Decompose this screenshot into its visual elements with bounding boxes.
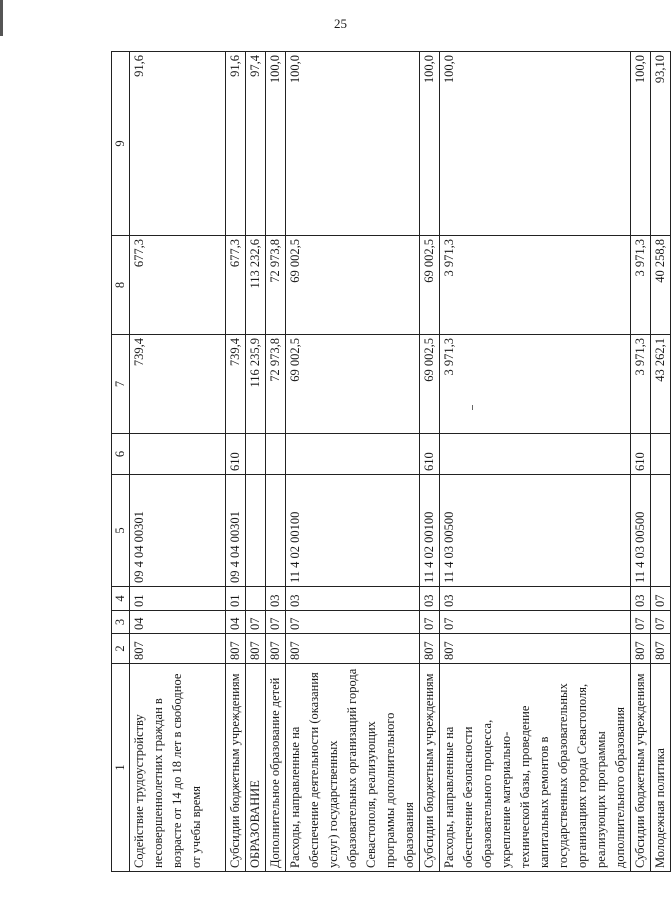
section-code-cell: 04 <box>226 611 246 634</box>
ministry-code-cell: 807 <box>246 634 266 664</box>
expense-type-cell <box>286 434 420 475</box>
expense-type-cell <box>246 434 266 475</box>
planned-amount-cell: 69 002,5 <box>420 335 440 434</box>
planned-amount-cell: 3 971,3 <box>631 335 651 434</box>
rotated-table-content <box>111 52 667 872</box>
row-name-cell: Субсидии бюджетным учреждениям <box>631 664 651 872</box>
table-row <box>420 52 440 872</box>
column-header: 5 <box>112 475 130 587</box>
executed-amount-cell: 72 973,8 <box>266 236 286 335</box>
row-name-cell: Расходы, направленные на обеспечение безопасности образовательного процесса, укрепление материально-технической базы, проведение капитальных ремонтов в государственных образовательных организациях города Севастополя, реализующих программы дополнительного образования <box>440 664 631 872</box>
expense-type-cell <box>266 434 286 475</box>
planned-amount-cell: 739,4 <box>226 335 246 434</box>
subsection-code-cell <box>246 587 266 611</box>
column-header: 9 <box>112 52 130 236</box>
table-row <box>130 52 226 872</box>
table-row <box>651 52 671 872</box>
row-name-cell: Расходы, направленные на обеспечение деятельности (оказания услуг) государственных образовательных организаций города Севастополя, реализующих программы дополнительного образования <box>286 664 420 872</box>
target-article-cell <box>266 475 286 587</box>
planned-amount-cell: 72 973,8 <box>266 335 286 434</box>
expense-type-cell: 610 <box>420 434 440 475</box>
planned-amount-cell: 739,4 <box>130 335 226 434</box>
section-code-cell: 07 <box>631 611 651 634</box>
ministry-code-cell: 807 <box>266 634 286 664</box>
executed-amount-cell: 40 258,8 <box>651 236 671 335</box>
table-row <box>266 52 286 872</box>
target-article-cell: 11 4 02 00100 <box>286 475 420 587</box>
table-row <box>286 52 420 872</box>
percent-cell: 100,0 <box>631 52 651 236</box>
planned-amount-cell: 116 235,9 <box>246 335 266 434</box>
table-row <box>631 52 651 872</box>
target-article-cell: 11 4 02 00100 <box>420 475 440 587</box>
subsection-code-cell: 03 <box>286 587 420 611</box>
percent-cell: 93,10 <box>651 52 671 236</box>
percent-cell: 91,6 <box>226 52 246 236</box>
rotated-table-frame <box>111 52 667 872</box>
ministry-code-cell: 807 <box>286 634 420 664</box>
target-article-cell: 09 4 04 00301 <box>130 475 226 587</box>
ministry-code-cell: 807 <box>420 634 440 664</box>
section-code-cell: 07 <box>266 611 286 634</box>
subsection-code-cell: 07 <box>651 587 671 611</box>
percent-cell: 100,0 <box>420 52 440 236</box>
executed-amount-cell: 3 971,3 <box>440 236 631 335</box>
ministry-code-cell: 807 <box>631 634 651 664</box>
planned-amount-cell: 69 002,5 <box>286 335 420 434</box>
executed-amount-cell: 677,3 <box>130 236 226 335</box>
expense-type-cell: 610 <box>631 434 651 475</box>
subsection-code-cell: 01 <box>130 587 226 611</box>
executed-amount-cell: 3 971,3 <box>631 236 651 335</box>
row-name-cell: Субсидии бюджетным учреждениям <box>420 664 440 872</box>
page-edge-mark <box>0 0 3 36</box>
percent-cell: 100,0 <box>440 52 631 236</box>
percent-cell: 100,0 <box>286 52 420 236</box>
ministry-code-cell: 807 <box>130 634 226 664</box>
row-name-cell: Субсидии бюджетным учреждениям <box>226 664 246 872</box>
column-header: 4 <box>112 587 130 611</box>
column-header: 2 <box>112 634 130 664</box>
percent-cell: 100,0 <box>266 52 286 236</box>
row-name-cell: Содействие трудоустройству несовершеннолетних граждан в возрасте от 14 до 18 лет в свободное от учебы время <box>130 664 226 872</box>
ministry-code-cell: 807 <box>651 634 671 664</box>
expense-type-cell <box>130 434 226 475</box>
column-header: 6 <box>112 434 130 475</box>
section-code-cell: 07 <box>286 611 420 634</box>
subsection-code-cell: 03 <box>420 587 440 611</box>
executed-amount-cell: 113 232,6 <box>246 236 266 335</box>
section-code-cell: 07 <box>246 611 266 634</box>
budget-table <box>111 51 671 872</box>
page-number: 25 <box>334 16 347 31</box>
subsection-code-cell: 03 <box>266 587 286 611</box>
column-header: 3 <box>112 611 130 634</box>
percent-cell: 91,6 <box>130 52 226 236</box>
target-article-cell <box>246 475 266 587</box>
expense-type-cell: 610 <box>226 434 246 475</box>
executed-amount-cell: 677,3 <box>226 236 246 335</box>
column-header: 7 <box>112 335 130 434</box>
target-article-cell: 11 4 03 00500 <box>440 475 631 587</box>
target-article-cell: 11 4 03 00500 <box>631 475 651 587</box>
planned-amount-cell: 43 262,1 <box>651 335 671 434</box>
table-row <box>226 52 246 872</box>
percent-cell: 97,4 <box>246 52 266 236</box>
row-name-cell: Молодежная политика <box>651 664 671 872</box>
executed-amount-cell: 69 002,5 <box>286 236 420 335</box>
column-header-row <box>112 52 130 872</box>
section-code-cell: 07 <box>651 611 671 634</box>
subsection-code-cell: 01 <box>226 587 246 611</box>
target-article-cell: 09 4 04 00301 <box>226 475 246 587</box>
column-header: 1 <box>112 664 130 872</box>
subsection-code-cell: 03 <box>631 587 651 611</box>
section-code-cell: 04 <box>130 611 226 634</box>
row-name-cell: Дополнительное образование детей <box>266 664 286 872</box>
row-name-cell: ОБРАЗОВАНИЕ <box>246 664 266 872</box>
ministry-code-cell: 807 <box>226 634 246 664</box>
ministry-code-cell: 807 <box>440 634 631 664</box>
subsection-code-cell: 03 <box>440 587 631 611</box>
target-article-cell <box>651 475 671 587</box>
section-code-cell: 07 <box>440 611 631 634</box>
planned-amount-cell: 3 971,3 <box>440 335 631 434</box>
executed-amount-cell: 69 002,5 <box>420 236 440 335</box>
section-code-cell: 07 <box>420 611 440 634</box>
expense-type-cell <box>651 434 671 475</box>
column-header: 8 <box>112 236 130 335</box>
table-row <box>440 52 631 872</box>
expense-type-cell <box>440 434 631 475</box>
table-row <box>246 52 266 872</box>
